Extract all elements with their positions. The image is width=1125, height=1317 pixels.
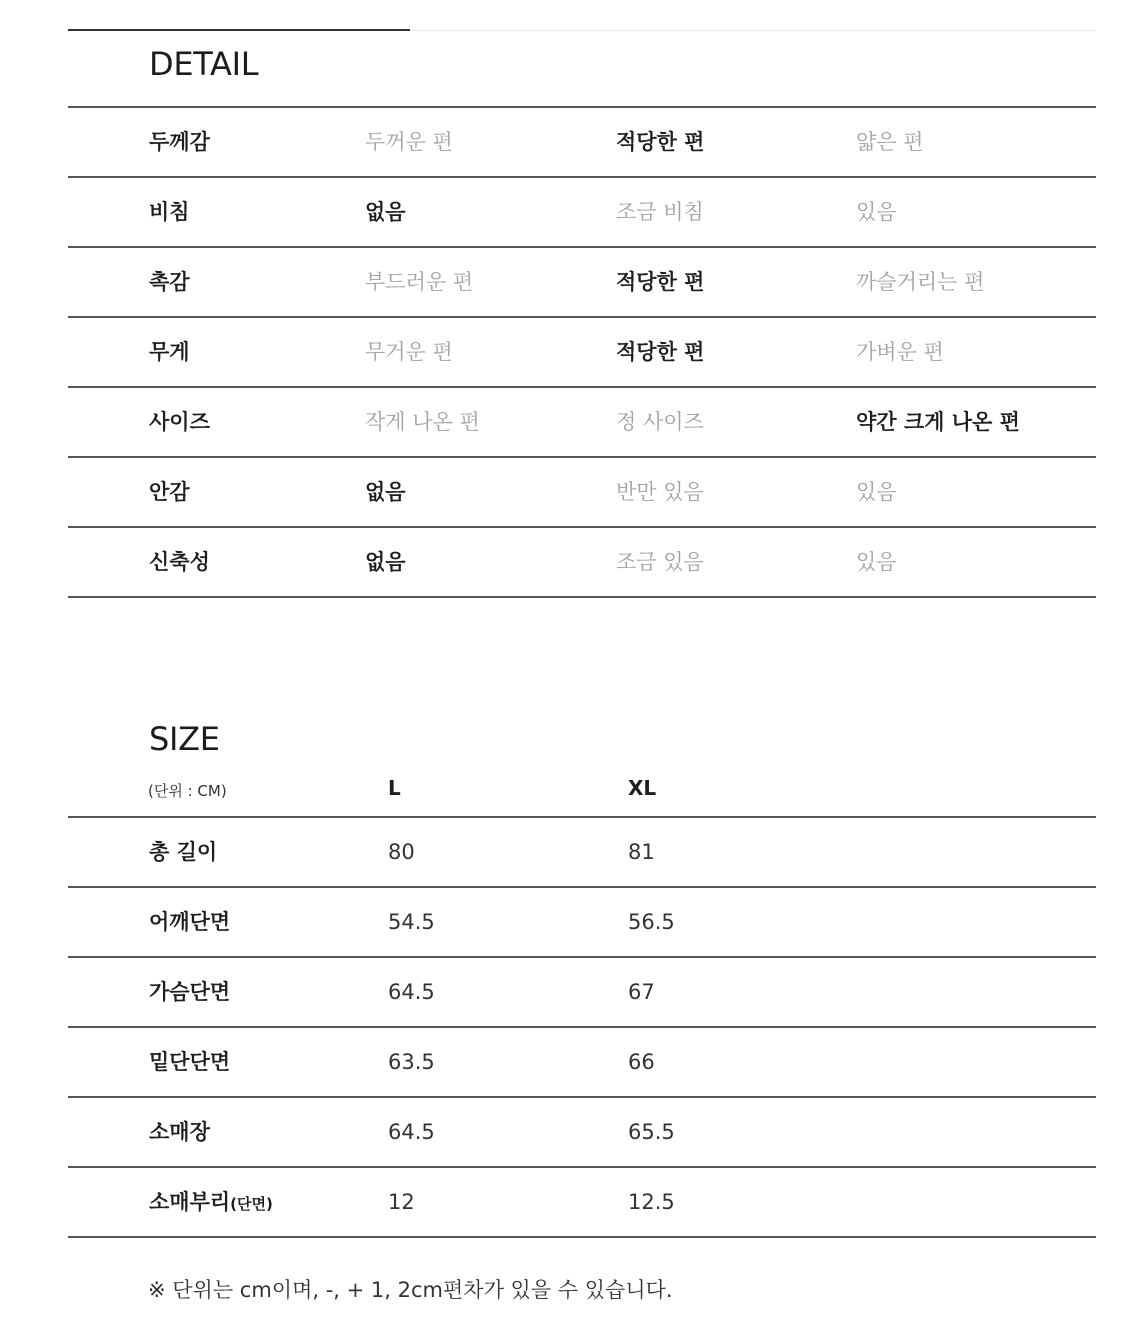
size-row — [68, 1098, 1096, 1168]
detail-option: 까슬거리는 편 — [856, 270, 985, 294]
detail-row — [68, 528, 1096, 598]
size-value: 64.5 — [388, 980, 435, 1004]
unit-note: (단위 : CM) — [148, 782, 227, 800]
size-value: 64.5 — [388, 1120, 435, 1144]
detail-option: 가벼운 편 — [856, 340, 944, 364]
detail-row — [68, 388, 1096, 458]
tab-divider — [410, 30, 1096, 31]
detail-option-selected: 없음 — [365, 480, 406, 504]
size-value: 67 — [628, 980, 655, 1004]
size-row-label: 어깨단면 — [149, 910, 231, 934]
detail-option: 반만 있음 — [616, 480, 704, 504]
detail-option: 작게 나온 편 — [365, 410, 480, 434]
detail-row-label: 촉감 — [149, 270, 190, 294]
detail-row — [68, 318, 1096, 388]
size-header — [0, 774, 1125, 804]
size-row-label: 가슴단면 — [149, 980, 231, 1004]
size-table — [68, 816, 1096, 1238]
detail-option: 두꺼운 편 — [365, 130, 453, 154]
active-tab-indicator — [68, 29, 410, 31]
size-row — [68, 1168, 1096, 1238]
detail-option: 무거운 편 — [365, 340, 453, 364]
size-column-header: XL — [628, 776, 657, 800]
detail-row-label: 두께감 — [149, 130, 210, 154]
size-value: 54.5 — [388, 910, 435, 934]
size-value: 12 — [388, 1190, 415, 1214]
detail-row — [68, 178, 1096, 248]
size-value: 66 — [628, 1050, 655, 1074]
detail-title: DETAIL — [149, 45, 259, 83]
detail-option: 부드러운 편 — [365, 270, 474, 294]
detail-row — [68, 108, 1096, 178]
detail-option-selected: 적당한 편 — [616, 340, 705, 364]
detail-row — [68, 458, 1096, 528]
detail-option: 있음 — [856, 200, 897, 224]
detail-option-selected: 약간 크게 나온 편 — [856, 410, 1020, 434]
size-value: 80 — [388, 840, 415, 864]
detail-option-selected: 없음 — [365, 550, 406, 574]
detail-option-selected: 적당한 편 — [616, 130, 705, 154]
detail-option-selected: 적당한 편 — [616, 270, 705, 294]
detail-row-label: 신축성 — [149, 550, 210, 574]
detail-table — [68, 106, 1096, 598]
detail-option: 조금 비침 — [616, 200, 704, 224]
size-row-label: 소매장 — [149, 1120, 210, 1144]
size-row-label: 소매부리(단면) — [149, 1190, 273, 1214]
footnote: ※ 단위는 cm이며, -, + 1, 2cm편차가 있을 수 있습니다. — [148, 1278, 673, 1302]
size-row — [68, 888, 1096, 958]
detail-row-label: 비침 — [149, 200, 190, 224]
size-column-header: L — [388, 776, 401, 800]
size-value: 63.5 — [388, 1050, 435, 1074]
detail-option: 정 사이즈 — [616, 410, 704, 434]
detail-option-selected: 없음 — [365, 200, 406, 224]
size-value: 81 — [628, 840, 655, 864]
size-row — [68, 958, 1096, 1028]
size-title: SIZE — [149, 720, 220, 758]
size-row-label: 총 길이 — [149, 840, 218, 864]
detail-row — [68, 248, 1096, 318]
detail-row-label: 안감 — [149, 480, 190, 504]
detail-option: 있음 — [856, 550, 897, 574]
size-value: 65.5 — [628, 1120, 675, 1144]
size-row — [68, 818, 1096, 888]
size-row — [68, 1028, 1096, 1098]
detail-row-label: 무게 — [149, 340, 190, 364]
detail-option: 있음 — [856, 480, 897, 504]
size-value: 12.5 — [628, 1190, 675, 1214]
detail-option: 얇은 편 — [856, 130, 924, 154]
detail-option: 조금 있음 — [616, 550, 704, 574]
size-row-label: 밑단단면 — [149, 1050, 231, 1074]
detail-row-label: 사이즈 — [149, 410, 210, 434]
size-value: 56.5 — [628, 910, 675, 934]
